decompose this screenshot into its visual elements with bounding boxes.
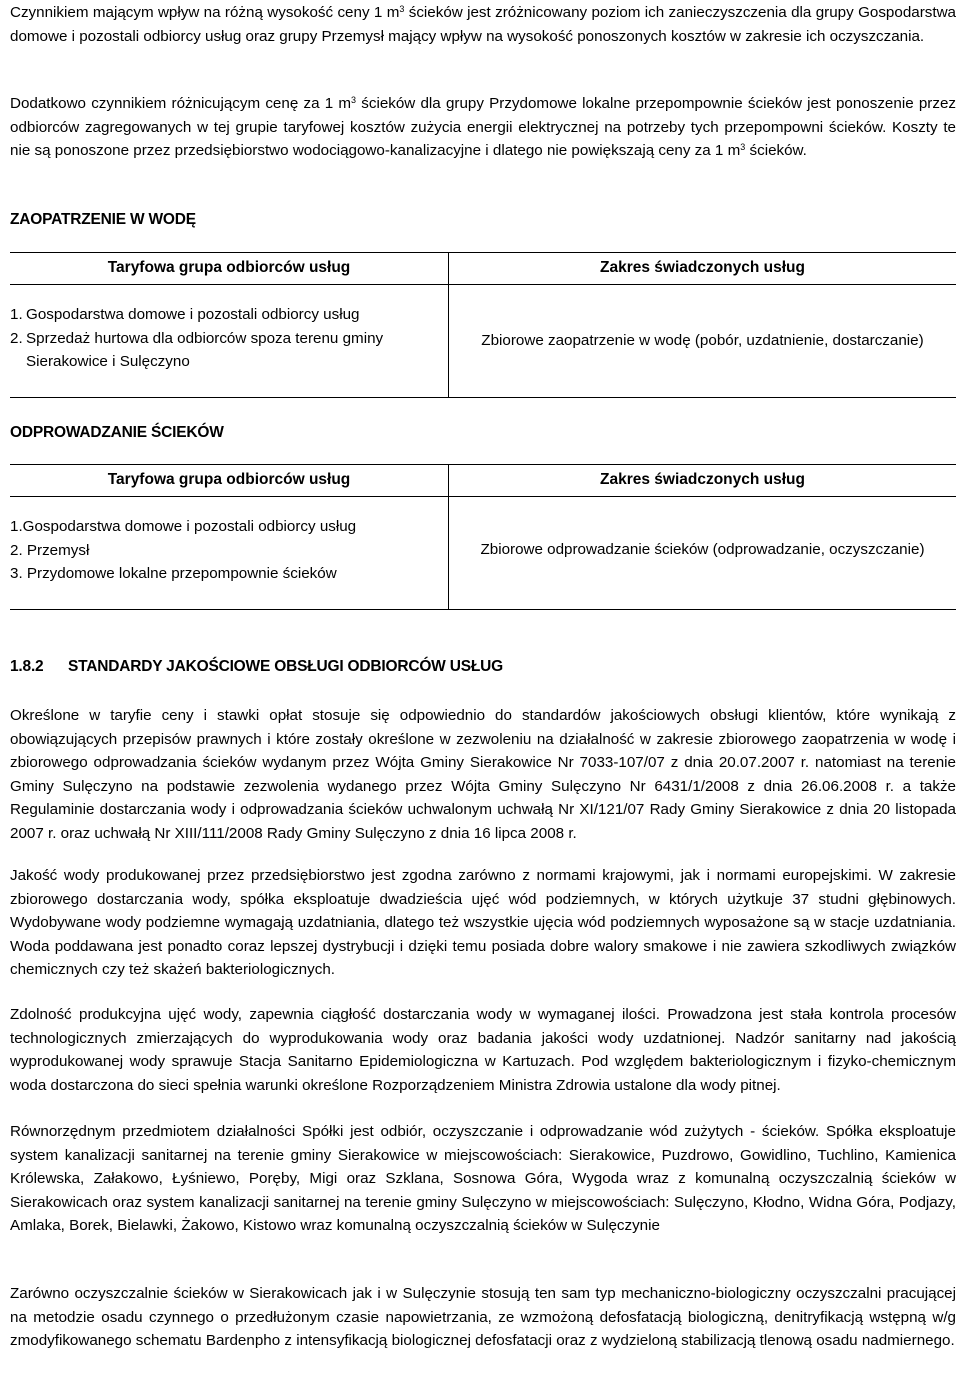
superscript: 3: [740, 142, 746, 152]
list-item: [10, 327, 436, 374]
text-run: ścieków.: [745, 142, 807, 159]
table-header-divider: [10, 284, 956, 285]
body-paragraph-1: Określone w taryfie ceny i stawki opłat stosuje się odpowiednio do standardów jakościowych obsługi klientów, które wynikają z obowiązujących przepisów prawnych i które zostały określone w zezwoleniu na działalność w zakresie zbiorowego zaopatrzenia w wodę i zbiorowego odprowadzania ścieków wydanym przez Wójta Gminy Sierakowice Nr 7033-107/07 z dnia 20.07.2007 r. natomiast na terenie Gminy Sulęczyno na podstawie zezwolenia wydanego przez Wójta Gminy Sulęczyno Nr 6431/1/2008 z dnia 26.06.2008 r. a także Regulaminie dostarczania wody i odprowadzania ścieków uchwalonym uchwałą Nr XI/121/07 Rady Gminy Sierakowice z dnia 20 listopada 2007 r. oraz uchwałą Nr XIII/111/2008 Rady Gminy Sulęczyno z dnia 16 lipca 2008 r.: [10, 707, 956, 842]
sewage-col1-header: Taryfowa grupa odbiorców usług: [107, 471, 351, 488]
section-heading: [10, 655, 956, 679]
water-col1-header: Taryfowa grupa odbiorców usług: [107, 259, 351, 276]
water-col2-header: Zakres świadczonych usług: [599, 259, 805, 276]
water-group-list: [10, 303, 436, 374]
superscript: 3: [399, 4, 405, 14]
section-title: STANDARDY JAKOŚCIOWE OBSŁUGI ODBIORCÓW USŁUG: [68, 658, 503, 675]
body-paragraph-3: Zdolność produkcyjna ujęć wody, zapewnia ciągłość dostarczania wody w wymaganej ilości. Prowadzona jest stała kontrola procesów technologicznych zmierzających do wyprodukowania wody oraz badania jakości wody uzdatnionej. Nadzór sanitarny nad jakością wyprodukowanej wody sprawuje Stacja Sanitarno Epidemiologiczna w Kartuzach. Pod względem bakteriologicznym i fizyko-chemicznym woda dostarczona do sieci spełnia warunki określone Rozporządzeniem Ministra Zdrowia ustalone dla wody pitnej.: [10, 1006, 956, 1094]
table-border-top: [10, 464, 956, 465]
list-item: 1.Gospodarstwa domowe i pozostali odbiorcy usług: [10, 518, 357, 535]
body-paragraph-4: Równorzędnym przedmiotem działalności Spółki jest odbiór, oczyszczanie i odprowadzanie wód zużytych - ścieków. Spółka eksploatuje system kanalizacji sanitarnej na terenie gminy Sierakowice w miejscowościach: Sierakowice, Puzdrowo, Gowidlino, Tuchlino, Kamienica Królewska, Załakowo, Łyśniewo, Poręby, Migi oraz Szklana, Sosnowa Góra, Wygoda wraz z komunalną oczyszczalnią ścieków w Sierakowicach oraz system kanalizacji sanitarnej na terenie gminy Sulęczyno w miejscowościach: Sulęczyno, Kłodno, Widna Góra, Podjazy, Amlaka, Borek, Bielawki, Żakowo, Kistowo wraz komunalną oczyszczalnią ścieków w Sulęczynie: [10, 1123, 956, 1234]
table-border-bottom: [10, 609, 956, 610]
intro-paragraph-2: [10, 92, 956, 163]
list-item: [10, 303, 436, 327]
table-border-top: [10, 252, 956, 253]
text-run: Dodatkowo czynnikiem różnicującym cenę za 1 m: [10, 95, 352, 112]
sewage-col2-header: Zakres świadczonych usług: [599, 471, 805, 488]
list-text: Sprzedaż hurtowa dla odbiorców spoza terenu gminy Sierakowice i Sulęczyno: [26, 329, 384, 370]
sewage-group-list: [10, 515, 436, 586]
text-run: Czynnikiem mającym wpływ na różną wysokość ceny 1 m: [10, 4, 400, 21]
text-run: ścieków dla grupy Przydomowe lokalne przepompownie ścieków jest ponoszenie przez odbiorców zagregowanych w tej grupie taryfowej kosztów zużycia energii elektrycznej na potrzeby tych przepompowni ścieków. Koszty te nie są ponoszone przez przedsiębiorstwo wodociągowo-kanalizacyjne i dlatego nie powiększają ceny za 1 m: [10, 95, 956, 159]
water-supply-table: [10, 252, 956, 398]
list-text: Gospodarstwa domowe i pozostali odbiorcy usług: [26, 306, 360, 323]
list-number: 1.: [10, 306, 23, 323]
sewage-table: [10, 464, 956, 610]
water-supply-heading: ZAOPATRZENIE W WODĘ: [10, 211, 196, 228]
sewage-scope-cell: Zbiorowe odprowadzanie ścieków (odprowadzanie, oczyszczanie): [480, 541, 925, 558]
list-item: 2. Przemysł: [10, 541, 90, 559]
intro-paragraph-1: [10, 1, 956, 48]
section-number: 1.8.2: [10, 658, 44, 675]
list-number: 2.: [10, 329, 23, 347]
list-item: 3. Przydomowe lokalne przepompownie ścieków: [10, 565, 337, 582]
text-run: ścieków jest zróżnicowany poziom ich zanieczyszczenia dla grupy Gospodarstwa domowe i pozostali odbiorcy usług oraz grupy Przemysł mający wpływ na wysokość ponoszonych kosztów w zakresie ich oczyszczania.: [10, 4, 956, 45]
sewage-heading: ODPROWADZANIE ŚCIEKÓW: [10, 424, 224, 441]
body-paragraph-5: Zarówno oczyszczalnie ścieków w Sierakowicach jak i w Sulęczynie stosują ten sam typ mechaniczno-biologiczny oczyszczalni pracującej na metodzie osadu czynnego o przedłużonym czasie napowietrzania, ze wzmożoną defosfatacją biologiczną, denitryfikacją wstępną w/g zmodyfikowanego schematu Bardenpho z intensyfikacją biologicznej defosfatacji oraz z wydzieloną stabilizacją tlenową osadu nadmiernego.: [10, 1285, 956, 1349]
table-header-divider: [10, 496, 956, 497]
body-paragraph-2: Jakość wody produkowanej przez przedsiębiorstwo jest zgodna zarówno z normami krajowymi, jak i normami europejskimi. W zakresie zbiorowego dostarczania wody, spółka eksploatuje dwadzieścia ujęć wód podziemnych, w których użytkuje 37 studni głębinowych. Wydobywane wody podziemne wymagają uzdatniania, dlatego też wszystkie ujęcia wód podziemnych wyposażone są w stacje uzdatniania. Woda poddawana jest ponadto coraz lepszej dystrybucji i dzięki temu posiada dobre walory smakowe i nie zawiera szkodliwych związków chemicznych czy też skażeń bakteriologicznych.: [10, 867, 956, 978]
table-column-divider: [448, 252, 449, 397]
superscript: 3: [351, 95, 357, 105]
water-scope-cell: Zbiorowe zaopatrzenie w wodę (pobór, uzdatnienie, dostarczanie): [481, 332, 924, 349]
table-border-bottom: [10, 397, 956, 398]
table-column-divider: [448, 464, 449, 609]
